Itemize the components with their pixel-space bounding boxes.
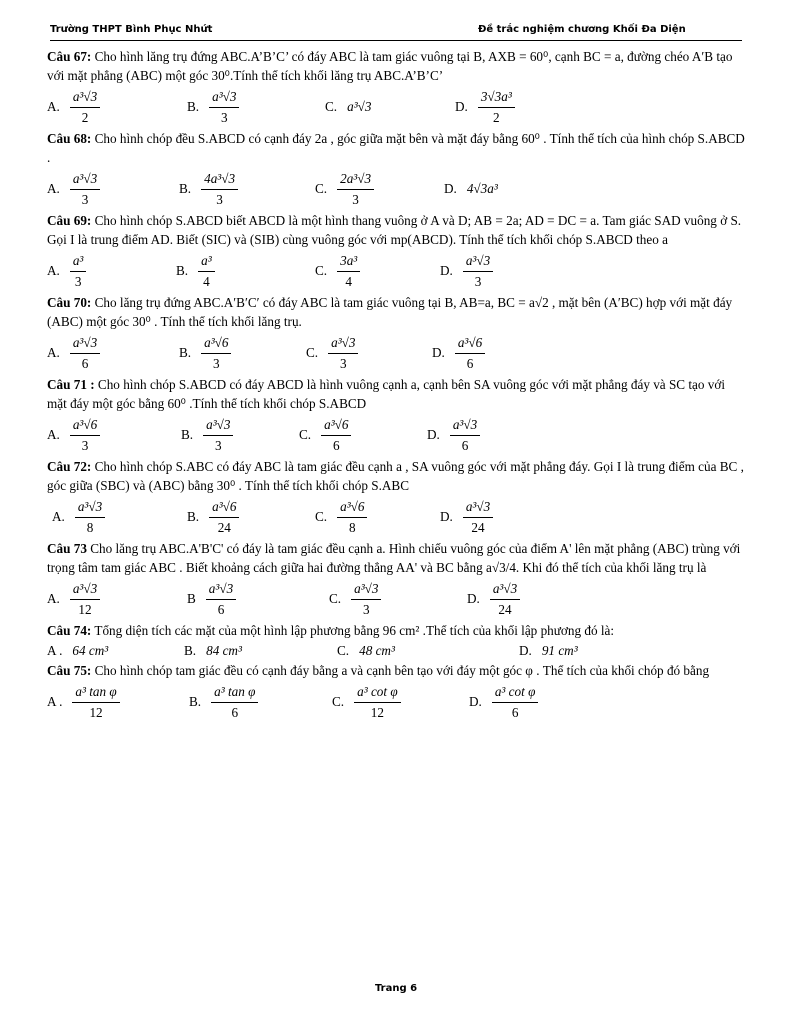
option-fraction — [203, 416, 233, 455]
option-fraction — [478, 88, 515, 127]
fraction-denominator: 3 — [81, 191, 89, 207]
answer-options — [47, 413, 747, 457]
option-label: A. — [47, 263, 60, 278]
fraction-denominator: 3 — [220, 109, 228, 125]
fraction-numerator: 2a³√3 — [337, 170, 374, 190]
fraction-denominator: 24 — [471, 519, 485, 535]
option-fraction — [450, 416, 480, 455]
question-text: Cho lăng trụ ABC.A'B'C' có đáy là tam giác đều cạnh a. Hình chiếu vuông góc của điểm A' lên mặt phẳng (ABC) trùng với trọng tâm tam giác ABC . Biết khoảng cách giữa hai đường thẳng AA' và BC bằng a√3/4. Khi đó thể tích của khối lăng trụ là — [47, 541, 741, 575]
answer-option-c[interactable] — [315, 167, 374, 211]
answer-options — [47, 331, 747, 375]
fraction-denominator: 24 — [217, 519, 231, 535]
answer-option-a[interactable] — [47, 331, 100, 375]
question-list — [47, 47, 747, 724]
answer-options — [47, 577, 747, 621]
answer-option-a[interactable] — [47, 680, 120, 724]
answer-option-b[interactable] — [181, 413, 233, 457]
answer-option-c[interactable] — [299, 413, 351, 457]
question-label: Câu 69: — [47, 213, 92, 228]
question-label: Câu 71 : — [47, 377, 95, 392]
option-value: 48 cm³ — [359, 642, 395, 658]
option-fraction — [201, 170, 238, 209]
answer-option-b[interactable] — [179, 167, 238, 211]
option-value: 91 cm³ — [541, 642, 578, 658]
fraction-numerator: a³ cot φ — [492, 683, 539, 703]
option-label: C. — [325, 99, 338, 114]
answer-option-c[interactable] — [329, 577, 381, 621]
answer-option-d[interactable] — [467, 577, 520, 621]
option-label: A. — [47, 181, 60, 196]
answer-option-b[interactable] — [187, 495, 239, 539]
answer-option-d[interactable] — [440, 249, 493, 293]
option-label: A. — [47, 99, 60, 114]
fraction-denominator: 3 — [352, 191, 359, 207]
answer-option-d[interactable] — [469, 680, 538, 724]
answer-option-d[interactable] — [427, 413, 480, 457]
fraction-numerator: a³√3 — [328, 334, 358, 354]
option-value: 64 cm³ — [72, 642, 109, 658]
answer-option-a[interactable] — [47, 640, 108, 661]
option-fraction — [70, 580, 100, 619]
option-label: D. — [432, 345, 445, 360]
option-label: D. — [427, 427, 440, 442]
fraction-denominator: 12 — [89, 704, 103, 720]
fraction-denominator: 2 — [493, 109, 500, 125]
option-label: B. — [181, 427, 194, 442]
fraction-numerator: a³√3 — [70, 88, 100, 108]
option-fraction — [201, 334, 231, 373]
question-text: Cho lăng trụ đứng ABC.A′B′C′ có đáy ABC là tam giác vuông tại B, AB=a, BC = a√2 , mặt bên (A′BC) hợp với mặt đáy (ABC) một góc 30⁰ . Tính thể tích khối lăng trụ. — [47, 295, 733, 329]
option-fraction — [70, 88, 100, 127]
question-label: Câu 72: — [47, 459, 92, 474]
answer-options — [47, 495, 747, 539]
answer-option-d[interactable] — [519, 640, 578, 661]
fraction-numerator: a³√3 — [463, 252, 493, 272]
fraction-numerator: a³√3 — [351, 580, 381, 600]
question-74 — [47, 621, 747, 640]
option-label: C. — [315, 181, 328, 196]
option-fraction — [463, 252, 493, 291]
option-label: B — [187, 591, 196, 606]
option-label: A. — [47, 345, 60, 360]
question-text: Tổng diện tích các mặt của một hình lập phương bằng 96 cm² .Thể tích của khối lập phương đó là: — [94, 623, 615, 638]
option-fraction — [198, 252, 215, 291]
option-fraction — [321, 416, 351, 455]
question-label: Câu 73 — [47, 541, 87, 556]
fraction-numerator: a³√3 — [70, 170, 100, 190]
option-label: D. — [455, 99, 468, 114]
fraction-denominator: 4 — [345, 273, 352, 289]
question-label: Câu 68: — [47, 131, 92, 146]
answer-option-b[interactable] — [187, 85, 239, 129]
fraction-numerator: a³√6 — [455, 334, 485, 354]
question-label: Câu 70: — [47, 295, 92, 310]
option-label: A . — [47, 694, 63, 709]
option-label: A. — [47, 427, 60, 442]
answer-option-a[interactable] — [47, 413, 100, 457]
option-value: 84 cm³ — [206, 642, 242, 658]
question-text: Cho hình chóp đều S.ABCD có cạnh đáy 2a , góc giữa mặt bên và mặt đáy bằng 60⁰ . Tính thể tích của hình chóp S.ABCD . — [47, 131, 745, 165]
answer-option-b[interactable] — [189, 680, 258, 724]
question-text: Cho hình chóp S.ABC có đáy ABC là tam giác đều cạnh a , SA vuông góc với mặt phẳng đáy. Gọi I là trung điểm của BC , góc giữa (SBC) và (ABC) bằng 30⁰ . Tính thể tích khối chóp S.ABC — [47, 459, 744, 493]
answer-options — [47, 640, 747, 661]
fraction-denominator: 3 — [339, 355, 347, 371]
fraction-denominator: 6 — [461, 437, 469, 453]
page-header — [50, 22, 742, 41]
option-fraction — [490, 580, 520, 619]
question-text: Cho hình chóp S.ABCD có đáy ABCD là hình vuông cạnh a, cạnh bên SA vuông góc với mặt phẳng đáy và SC tạo với mặt đáy một góc bằng 60⁰ .Tính thể tích khối chóp S.ABCD — [47, 377, 726, 411]
option-label: D. — [444, 181, 457, 196]
answer-option-d[interactable] — [455, 85, 515, 129]
answer-option-a[interactable] — [47, 577, 100, 621]
option-fraction — [492, 683, 539, 722]
answer-option-b[interactable] — [187, 577, 236, 621]
fraction-numerator: a³√6 — [321, 416, 351, 436]
option-label: B. — [184, 642, 197, 658]
answer-options — [47, 85, 747, 129]
option-fraction — [337, 252, 360, 291]
answer-option-a[interactable] — [52, 495, 105, 539]
option-label: B. — [187, 509, 200, 524]
option-label: B. — [187, 99, 200, 114]
fraction-denominator: 3 — [474, 273, 482, 289]
answer-option-a[interactable] — [47, 167, 100, 211]
answer-option-c[interactable] — [332, 680, 401, 724]
answer-option-b[interactable] — [176, 249, 215, 293]
option-fraction — [70, 170, 100, 209]
question-68 — [47, 129, 747, 167]
fraction-numerator: 3√3a³ — [478, 88, 515, 108]
fraction-numerator: a³√3 — [75, 498, 105, 518]
fraction-denominator: 3 — [362, 601, 370, 617]
answer-option-a[interactable] — [47, 85, 100, 129]
fraction-numerator: a³ cot φ — [354, 683, 401, 703]
option-fraction — [328, 334, 358, 373]
option-label: C. — [315, 509, 328, 524]
fraction-numerator: a³ — [70, 252, 87, 272]
option-fraction — [337, 170, 374, 209]
fraction-denominator: 2 — [81, 109, 89, 125]
option-label: C. — [299, 427, 312, 442]
option-fraction — [354, 683, 401, 722]
fraction-denominator: 6 — [332, 437, 340, 453]
question-text: Cho hình lăng trụ đứng ABC.A’B’C’ có đáy ABC là tam giác vuông tại B, AXB = 60⁰, cạnh BC = a, đường chéo A′B tạo với mặt phẳng (ABC) một góc 30⁰.Tính thể tích khối lăng trụ ABC.A’B’C’ — [47, 49, 733, 83]
option-fraction — [209, 498, 239, 537]
question-75 — [47, 661, 747, 680]
answer-option-b[interactable] — [179, 331, 231, 375]
option-fraction — [351, 580, 381, 619]
option-fraction — [463, 498, 493, 537]
fraction-numerator: a³√6 — [70, 416, 100, 436]
fraction-denominator: 3 — [216, 191, 223, 207]
fraction-numerator: a³√3 — [450, 416, 480, 436]
option-fraction — [206, 580, 236, 619]
answer-option-c[interactable] — [315, 495, 367, 539]
fraction-denominator: 6 — [231, 704, 239, 720]
option-label: A . — [47, 642, 63, 658]
answer-options — [47, 249, 747, 293]
question-label: Câu 67: — [47, 49, 92, 64]
answer-option-c[interactable] — [315, 249, 360, 293]
school-name: Trường THPT Bình Phục Nhứt — [50, 24, 213, 35]
fraction-denominator: 3 — [74, 273, 82, 289]
answer-options — [47, 167, 747, 211]
answer-option-d[interactable] — [444, 167, 498, 211]
fraction-numerator: 4a³√3 — [201, 170, 238, 190]
fraction-numerator: a³√3 — [490, 580, 520, 600]
fraction-numerator: a³√3 — [70, 334, 100, 354]
fraction-numerator: a³ tan φ — [72, 683, 119, 703]
fraction-denominator: 4 — [203, 273, 210, 289]
option-label: C. — [337, 642, 350, 658]
answer-option-b[interactable] — [184, 640, 242, 661]
option-fraction — [72, 683, 119, 722]
option-label: C. — [306, 345, 319, 360]
option-fraction — [337, 498, 367, 537]
fraction-denominator: 6 — [466, 355, 474, 371]
fraction-numerator: a³√3 — [209, 88, 239, 108]
fraction-denominator: 8 — [86, 519, 94, 535]
question-label: Câu 75: — [47, 663, 92, 678]
fraction-numerator: a³√6 — [201, 334, 231, 354]
option-fraction — [75, 498, 105, 537]
fraction-numerator: a³ — [198, 252, 215, 272]
option-label: A. — [52, 509, 65, 524]
answer-option-c[interactable] — [325, 85, 371, 129]
fraction-denominator: 3 — [214, 437, 222, 453]
question-label: Câu 74: — [47, 623, 92, 638]
answer-options — [47, 680, 747, 724]
question-73 — [47, 539, 747, 577]
fraction-numerator: a³√3 — [463, 498, 493, 518]
fraction-denominator: 6 — [511, 704, 519, 720]
question-72 — [47, 457, 747, 495]
fraction-denominator: 24 — [498, 601, 512, 617]
option-label: B. — [189, 694, 202, 709]
question-71 — [47, 375, 747, 413]
option-fraction — [209, 88, 239, 127]
option-value: 4√3a³ — [466, 181, 498, 196]
question-text: Cho hình chóp tam giác đều có cạnh đáy bằng a và cạnh bên tạo với đáy một góc φ . Thể tích của khối chóp đó bằng — [94, 663, 710, 678]
fraction-denominator: 6 — [81, 355, 89, 371]
option-value: a³√3 — [347, 99, 372, 114]
question-67 — [47, 47, 747, 85]
fraction-denominator: 8 — [348, 519, 356, 535]
fraction-denominator: 12 — [370, 704, 384, 720]
option-label: B. — [179, 345, 192, 360]
fraction-numerator: a³ tan φ — [211, 683, 258, 703]
option-label: B. — [179, 181, 192, 196]
answer-option-d[interactable] — [432, 331, 485, 375]
question-text: Cho hình chóp S.ABCD biết ABCD là một hình thang vuông ở A và D; AB = 2a; AD = DC = a. Tam giác SAD vuông ở S. Gọi I là trung điểm AD. Biết (SIC) và (SIB) cùng vuông góc với mp(ABCD). Tính thể tích khối chóp S.ABCD theo a — [47, 213, 742, 247]
option-label: C. — [329, 591, 342, 606]
option-label: D. — [467, 591, 480, 606]
option-label: D. — [440, 263, 453, 278]
answer-option-c[interactable] — [306, 331, 358, 375]
answer-option-c[interactable] — [337, 640, 395, 661]
question-70 — [47, 293, 747, 331]
option-fraction — [70, 416, 100, 455]
fraction-denominator: 12 — [78, 601, 92, 617]
fraction-denominator: 3 — [212, 355, 220, 371]
option-fraction — [70, 252, 87, 291]
fraction-numerator: 3a³ — [337, 252, 360, 272]
fraction-numerator: a³√6 — [337, 498, 367, 518]
document-title: Đề trắc nghiệm chương Khối Đa Diện — [478, 24, 686, 35]
option-label: D. — [469, 694, 482, 709]
fraction-numerator: a³√6 — [209, 498, 239, 518]
answer-option-d[interactable] — [440, 495, 493, 539]
option-fraction — [455, 334, 485, 373]
fraction-numerator: a³√3 — [203, 416, 233, 436]
fraction-numerator: a³√3 — [206, 580, 236, 600]
option-fraction — [70, 334, 100, 373]
option-label: A. — [47, 591, 60, 606]
option-label: D. — [519, 642, 532, 658]
option-label: C. — [332, 694, 345, 709]
option-label: D. — [440, 509, 453, 524]
fraction-numerator: a³√3 — [70, 580, 100, 600]
question-69 — [47, 211, 747, 249]
answer-option-a[interactable] — [47, 249, 86, 293]
option-label: B. — [176, 263, 189, 278]
option-label: C. — [315, 263, 328, 278]
page-number: Trang 6 — [374, 983, 418, 994]
fraction-denominator: 3 — [81, 437, 89, 453]
fraction-denominator: 6 — [217, 601, 225, 617]
option-fraction — [211, 683, 258, 722]
